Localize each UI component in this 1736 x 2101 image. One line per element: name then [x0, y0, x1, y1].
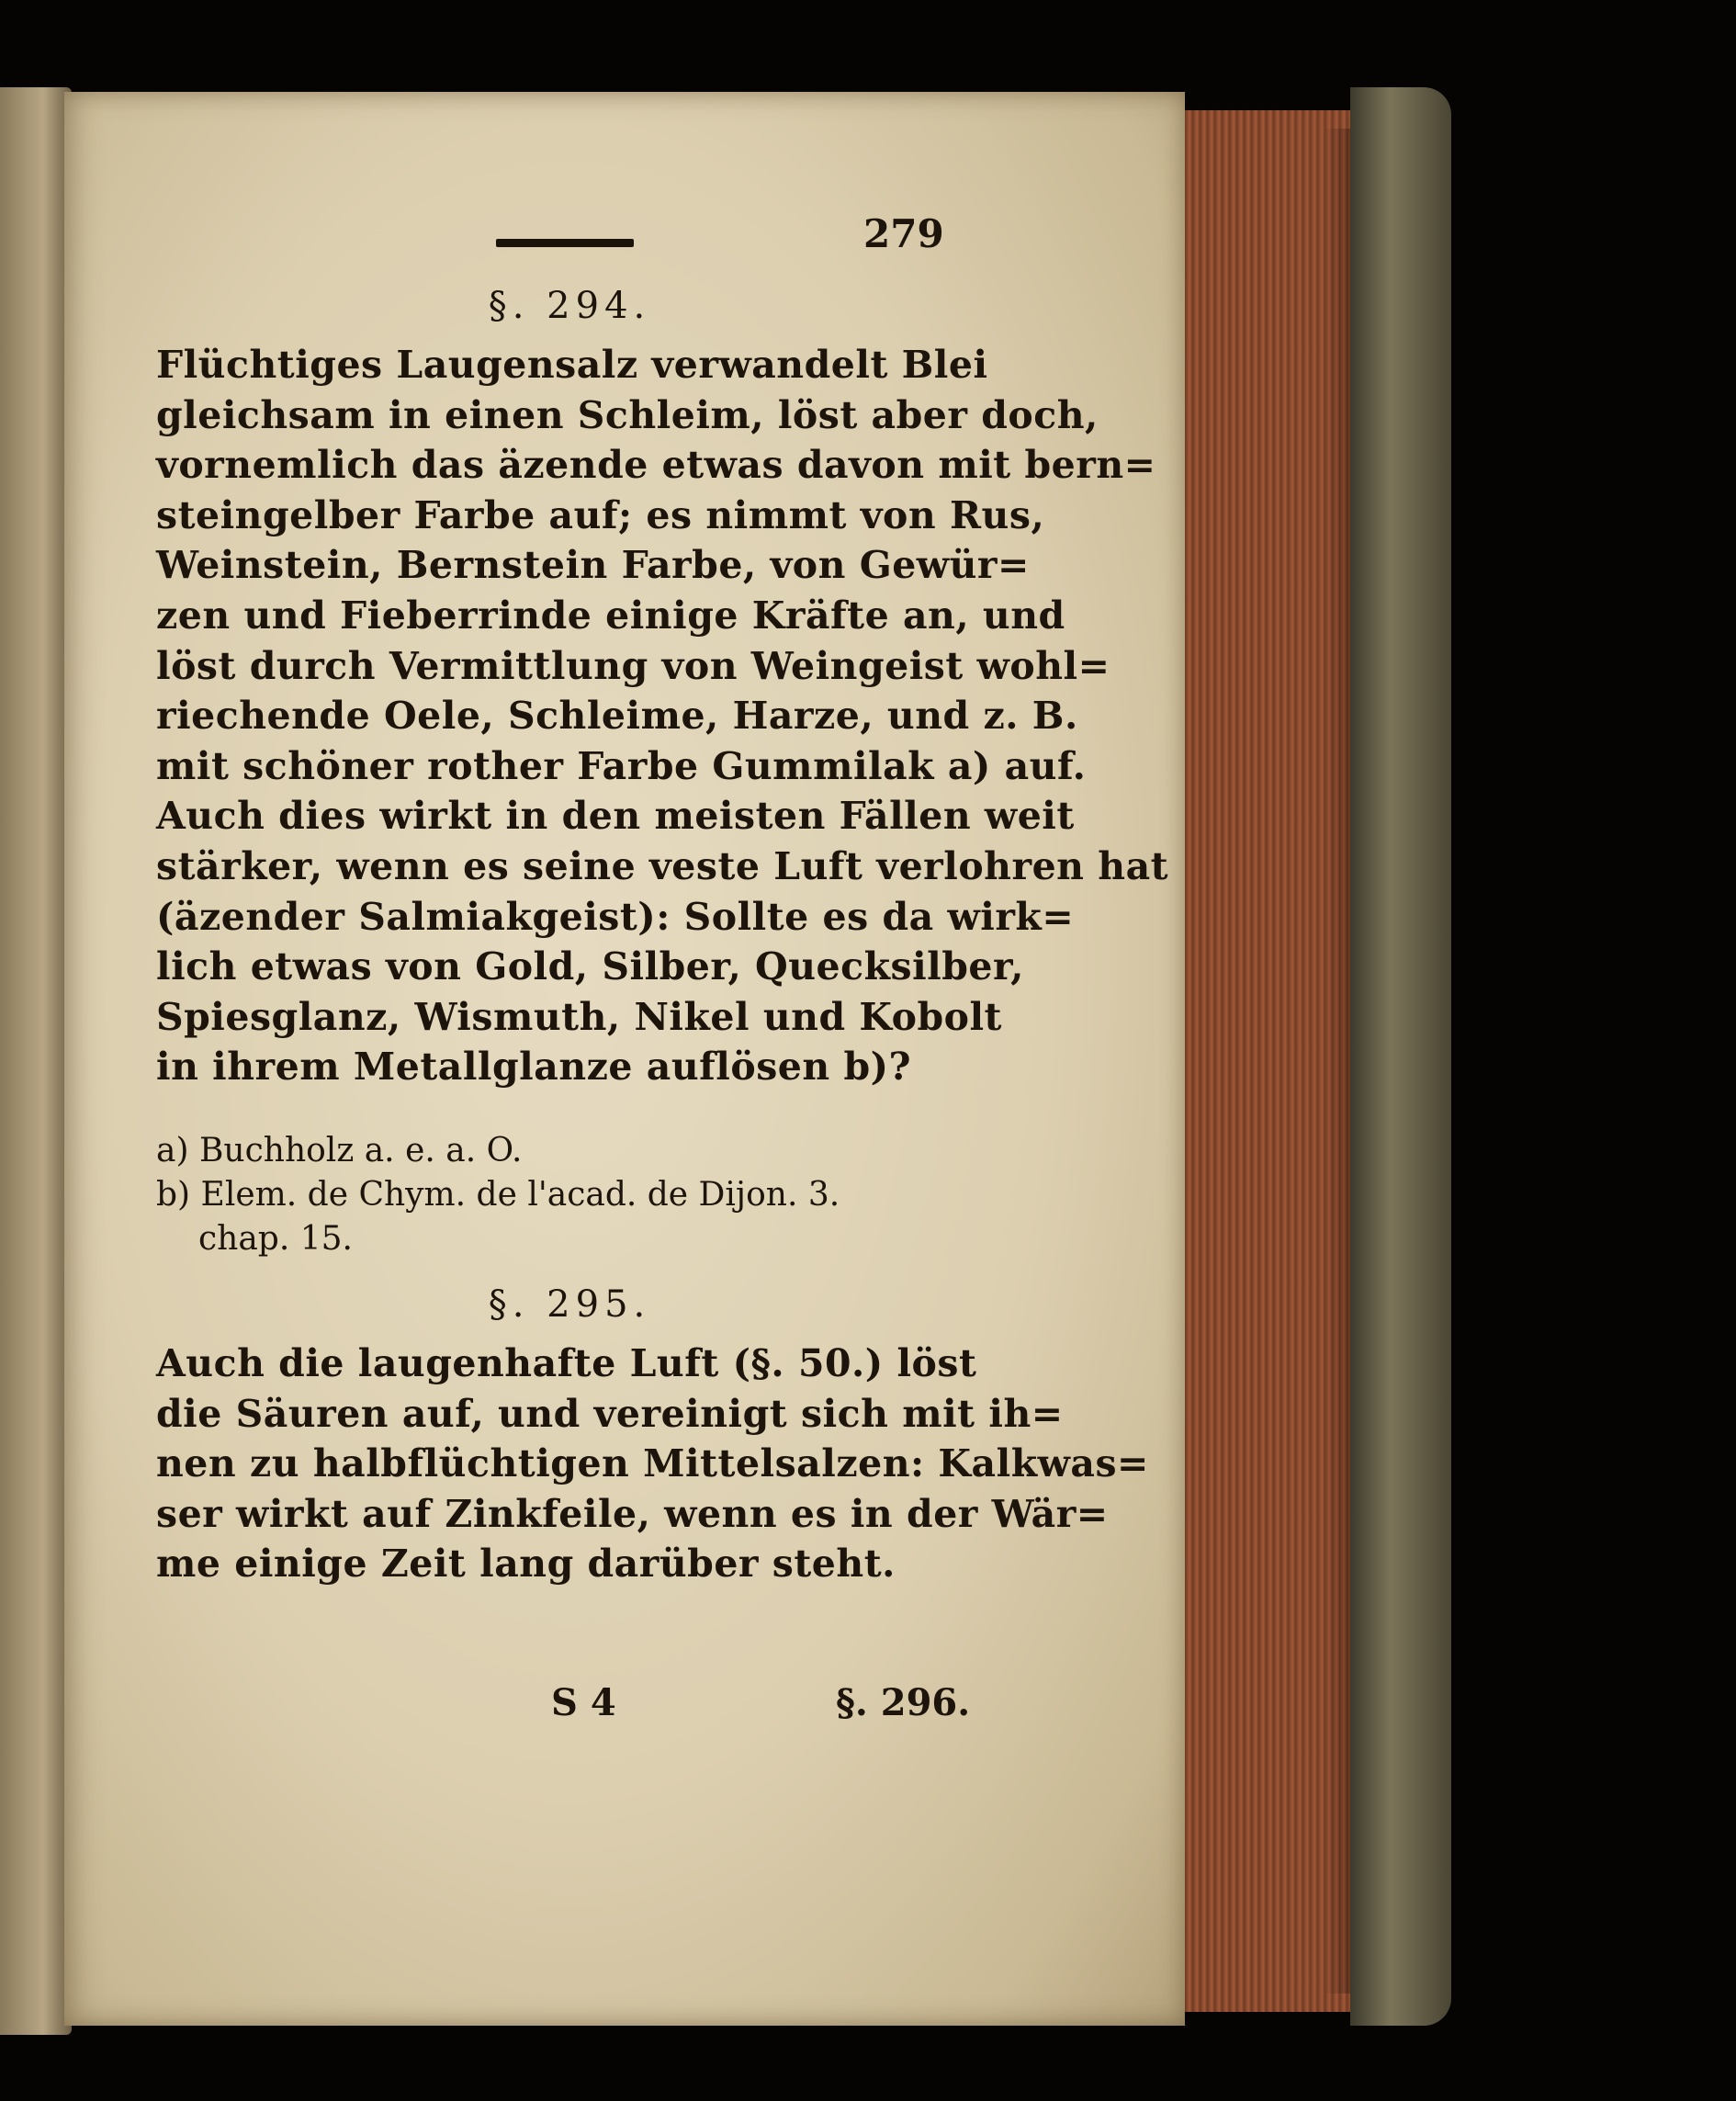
- footnote-b-continued: chap. 15.: [198, 1219, 353, 1258]
- text-line: Spiesglanz, Wismuth, Nikel und Kobolt: [156, 994, 1003, 1039]
- text-line: die Säuren auf, und vereinigt sich mit ih=: [156, 1391, 1064, 1436]
- text-line: Auch dies wirkt in den meisten Fällen weit: [156, 794, 1075, 839]
- text-line: löst durch Vermittlung von Weingeist wohl=: [156, 643, 1110, 688]
- text-line: gleichsam in einen Schleim, löst aber doch,: [156, 392, 1099, 437]
- text-line: mit schöner rother Farbe Gummilak a) auf.: [156, 743, 1087, 788]
- text-line: Flüchtiges Laugensalz verwandelt Blei: [156, 343, 988, 387]
- section-heading-294: §. 294.: [488, 285, 651, 327]
- text-line: me einige Zeit lang darüber steht.: [156, 1542, 896, 1587]
- text-line: vornemlich das äzende etwas davon mit bern=: [156, 443, 1156, 488]
- text-line: stärker, wenn es seine veste Luft verlohren hat: [156, 843, 1169, 888]
- catchword: §. 296.: [836, 1680, 971, 1724]
- footnotes: [156, 1129, 983, 1261]
- page-text: [156, 211, 1169, 1736]
- page-number: 279: [863, 211, 944, 256]
- book-cover-edge: [1350, 87, 1451, 2026]
- text-line: ser wirkt auf Zinkfeile, wenn es in der Wär=: [156, 1491, 1109, 1536]
- text-line: Weinstein, Bernstein Farbe, von Gewür=: [156, 543, 1030, 588]
- header-rule: [496, 239, 634, 247]
- section-heading-295: §. 295.: [488, 1282, 651, 1326]
- paragraph-294: [156, 340, 1169, 1092]
- text-line: in ihrem Metallglanze auflösen b)?: [156, 1045, 912, 1090]
- footnote-a: a) Buchholz a. e. a. O.: [156, 1131, 523, 1169]
- text-line: nen zu halbflüchtigen Mittelsalzen: Kalkwas=: [156, 1441, 1149, 1486]
- page-header: [156, 211, 983, 276]
- signature-mark: S 4: [551, 1680, 616, 1724]
- text-line: zen und Fieberrinde einige Kräfte an, und: [156, 593, 1065, 638]
- text-line: Auch die laugenhafte Luft (§. 50.) löst: [156, 1340, 977, 1385]
- paragraph-295: [156, 1339, 1149, 1589]
- page-footer: [156, 1681, 983, 1736]
- footnote-b: b) Elem. de Chym. de l'acad. de Dijon. 3.: [156, 1175, 840, 1214]
- previous-page-edge: [0, 87, 72, 2035]
- text-line: steingelber Farbe auf; es nimmt von Rus,: [156, 492, 1045, 537]
- text-line: lich etwas von Gold, Silber, Quecksilber,: [156, 944, 1024, 989]
- text-line: riechende Oele, Schleime, Harze, und z. B.: [156, 694, 1078, 739]
- text-line: (äzender Salmiakgeist): Sollte es da wirk=: [156, 894, 1075, 939]
